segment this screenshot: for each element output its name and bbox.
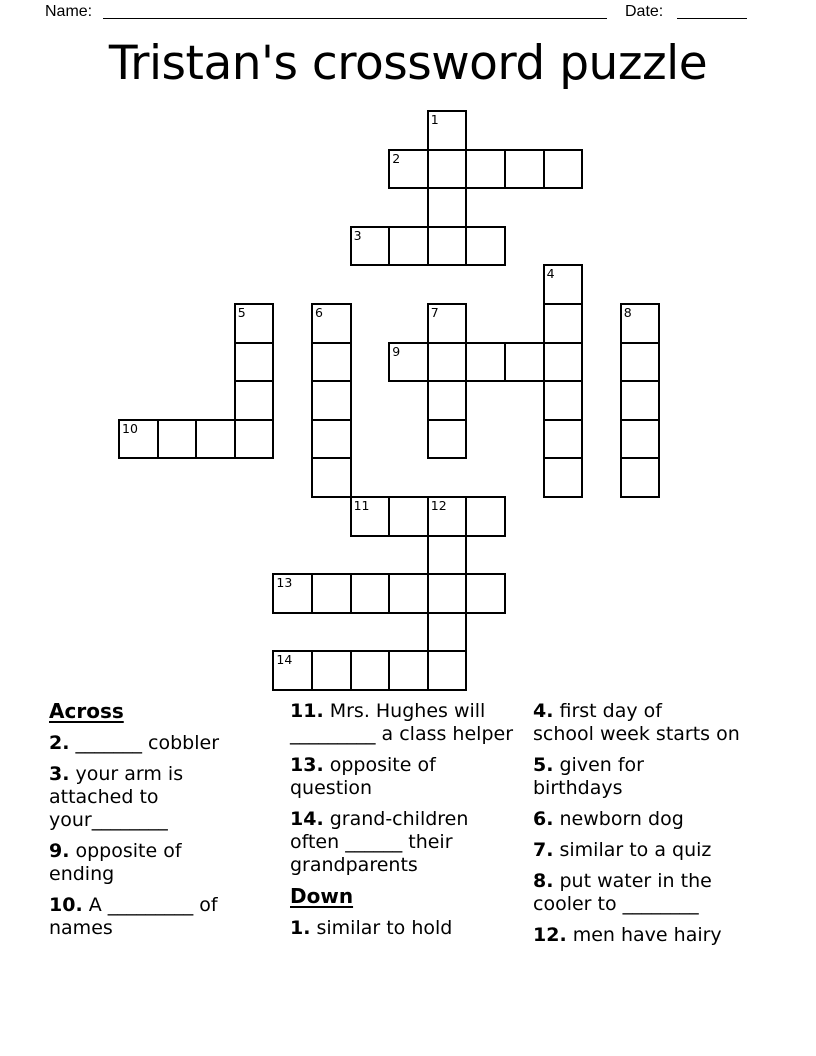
cell-number: 13 <box>276 575 293 591</box>
crossword-cell <box>543 380 584 421</box>
crossword-cell <box>350 496 391 537</box>
crossword-cell <box>543 342 584 383</box>
clue-text-line: 2. _______ cobbler <box>49 732 220 754</box>
clue-text-line: 13. opposite of <box>290 754 436 776</box>
clue-text-line: cooler to ________ <box>533 893 699 915</box>
crossword-cell <box>427 226 468 267</box>
crossword-cell <box>427 303 468 344</box>
clue-item <box>533 700 740 746</box>
clue-item <box>533 870 740 916</box>
crossword-cell <box>427 612 468 653</box>
crossword-cell <box>234 419 275 460</box>
crossword-cell <box>465 226 506 267</box>
cell-number: 5 <box>237 305 246 320</box>
crossword-cell <box>195 419 236 460</box>
clue-item <box>533 839 740 862</box>
crossword-cell <box>427 110 468 151</box>
clue-text-line: ending <box>49 863 115 885</box>
crossword-cell <box>620 457 661 498</box>
crossword-cell <box>311 380 352 421</box>
clue-text-line: _________ a class helper <box>290 723 513 745</box>
date-label: Date: <box>625 3 664 20</box>
clue-number: 14. <box>290 808 324 830</box>
clue-text-line: 7. similar to a quiz <box>533 839 712 861</box>
clue-text-line: 3. your arm is <box>49 763 184 785</box>
crossword-cell <box>465 496 506 537</box>
crossword-cell <box>427 419 468 460</box>
clue-column-1 <box>49 700 219 948</box>
clue-number: 1. <box>290 917 311 939</box>
crossword-cell <box>157 419 198 460</box>
crossword-cell <box>311 457 352 498</box>
clue-text-line: 8. put water in the <box>533 870 712 892</box>
cell-number: 3 <box>353 227 362 243</box>
clue-number: 2. <box>49 732 70 754</box>
clue-text-line: often ______ their <box>290 831 453 853</box>
clue-column-3 <box>533 700 740 955</box>
crossword-cell <box>427 573 468 614</box>
clue-number: 3. <box>49 763 70 785</box>
name-label: Name: <box>45 3 93 20</box>
clue-text-line: question <box>290 777 373 799</box>
crossword-cell <box>427 535 468 576</box>
crossword-cell <box>234 380 275 421</box>
clue-item <box>533 808 740 831</box>
crossword-cell <box>465 149 506 190</box>
crossword-cell <box>272 650 313 691</box>
crossword-cell <box>620 303 661 344</box>
cell-number: 12 <box>430 498 447 513</box>
crossword-cell <box>543 457 584 498</box>
clue-text-line: 12. men have hairy <box>533 924 722 946</box>
crossword-cell <box>388 573 429 614</box>
crossword-cell <box>311 303 352 344</box>
crossword-cell <box>388 650 429 691</box>
crossword-cell <box>543 419 584 460</box>
cell-number: 4 <box>546 266 555 282</box>
clue-text-line: 4. first day of <box>533 700 662 722</box>
clue-item <box>533 924 740 947</box>
cell-number: 2 <box>392 150 401 166</box>
crossword-cell <box>388 342 429 383</box>
cell-number: 1 <box>430 112 439 127</box>
crossword-cell <box>311 342 352 383</box>
crossword-cell <box>388 496 429 537</box>
crossword-cell <box>118 419 159 460</box>
crossword-cell <box>272 573 313 614</box>
clue-text-line: 1. similar to hold <box>290 917 453 939</box>
clue-item <box>49 732 219 755</box>
crossword-cell <box>311 573 352 614</box>
clue-number: 8. <box>533 870 554 892</box>
clue-text-line: attached to <box>49 786 159 808</box>
clue-number: 9. <box>49 840 70 862</box>
clue-column-2 <box>290 700 513 948</box>
crossword-cell <box>620 342 661 383</box>
clue-text-line: 10. A _________ of <box>49 894 218 916</box>
puzzle-title: Tristan's crossword puzzle <box>108 36 708 91</box>
clue-item <box>533 754 740 800</box>
crossword-cell <box>543 149 584 190</box>
crossword-cell <box>504 342 545 383</box>
cell-number: 7 <box>430 305 439 320</box>
cell-number: 14 <box>276 652 293 668</box>
crossword-cell <box>350 573 391 614</box>
clue-text-line: school week starts on <box>533 723 740 745</box>
crossword-cell <box>388 226 429 267</box>
crossword-cell <box>543 303 584 344</box>
cell-number: 11 <box>353 498 370 513</box>
clue-number: 10. <box>49 894 83 916</box>
clue-number: 12. <box>533 924 567 946</box>
clue-text-line: names <box>49 917 113 939</box>
crossword-cell <box>350 226 391 267</box>
crossword-cell <box>465 342 506 383</box>
crossword-cell <box>388 149 429 190</box>
crossword-cell <box>465 573 506 614</box>
clue-text-line: 11. Mrs. Hughes will <box>290 700 486 722</box>
clue-item <box>290 700 513 746</box>
crossword-cell <box>311 419 352 460</box>
clue-number: 11. <box>290 700 324 722</box>
crossword-cell <box>427 496 468 537</box>
clue-text-line: 5. given for <box>533 754 644 776</box>
crossword-cell <box>311 650 352 691</box>
clue-list-header: Across <box>49 699 124 723</box>
crossword-cell <box>427 187 468 228</box>
crossword-cell <box>234 342 275 383</box>
clue-number: 6. <box>533 808 554 830</box>
clue-number: 13. <box>290 754 324 776</box>
cell-number: 8 <box>623 305 632 320</box>
cell-number: 6 <box>315 305 323 320</box>
clue-text-line: birthdays <box>533 777 623 799</box>
clue-text-line: 9. opposite of <box>49 840 182 862</box>
clue-number: 5. <box>533 754 554 776</box>
clue-number: 7. <box>533 839 554 861</box>
cell-number: 9 <box>392 343 401 359</box>
clue-item <box>49 894 219 940</box>
crossword-cell <box>427 380 468 421</box>
clue-list-header: Down <box>290 884 354 908</box>
crossword-cell <box>427 149 468 190</box>
clue-item <box>290 754 513 800</box>
clue-text-line: your________ <box>49 809 168 831</box>
crossword-cell <box>620 380 661 421</box>
clue-text-line: 6. newborn dog <box>533 808 684 830</box>
clue-item <box>49 840 219 886</box>
crossword-cell <box>234 303 275 344</box>
clue-number: 4. <box>533 700 554 722</box>
clue-item <box>290 808 513 877</box>
crossword-cell <box>543 264 584 305</box>
crossword-cell <box>620 419 661 460</box>
clue-item <box>49 763 219 832</box>
clue-text-line: 14. grand-children <box>290 808 469 830</box>
crossword-cell <box>504 149 545 190</box>
crossword-cell <box>350 650 391 691</box>
crossword-cell <box>427 342 468 383</box>
clue-text-line: grandparents <box>290 854 418 876</box>
clue-item <box>290 917 513 940</box>
crossword-cell <box>427 650 468 691</box>
cell-number: 10 <box>122 420 138 436</box>
